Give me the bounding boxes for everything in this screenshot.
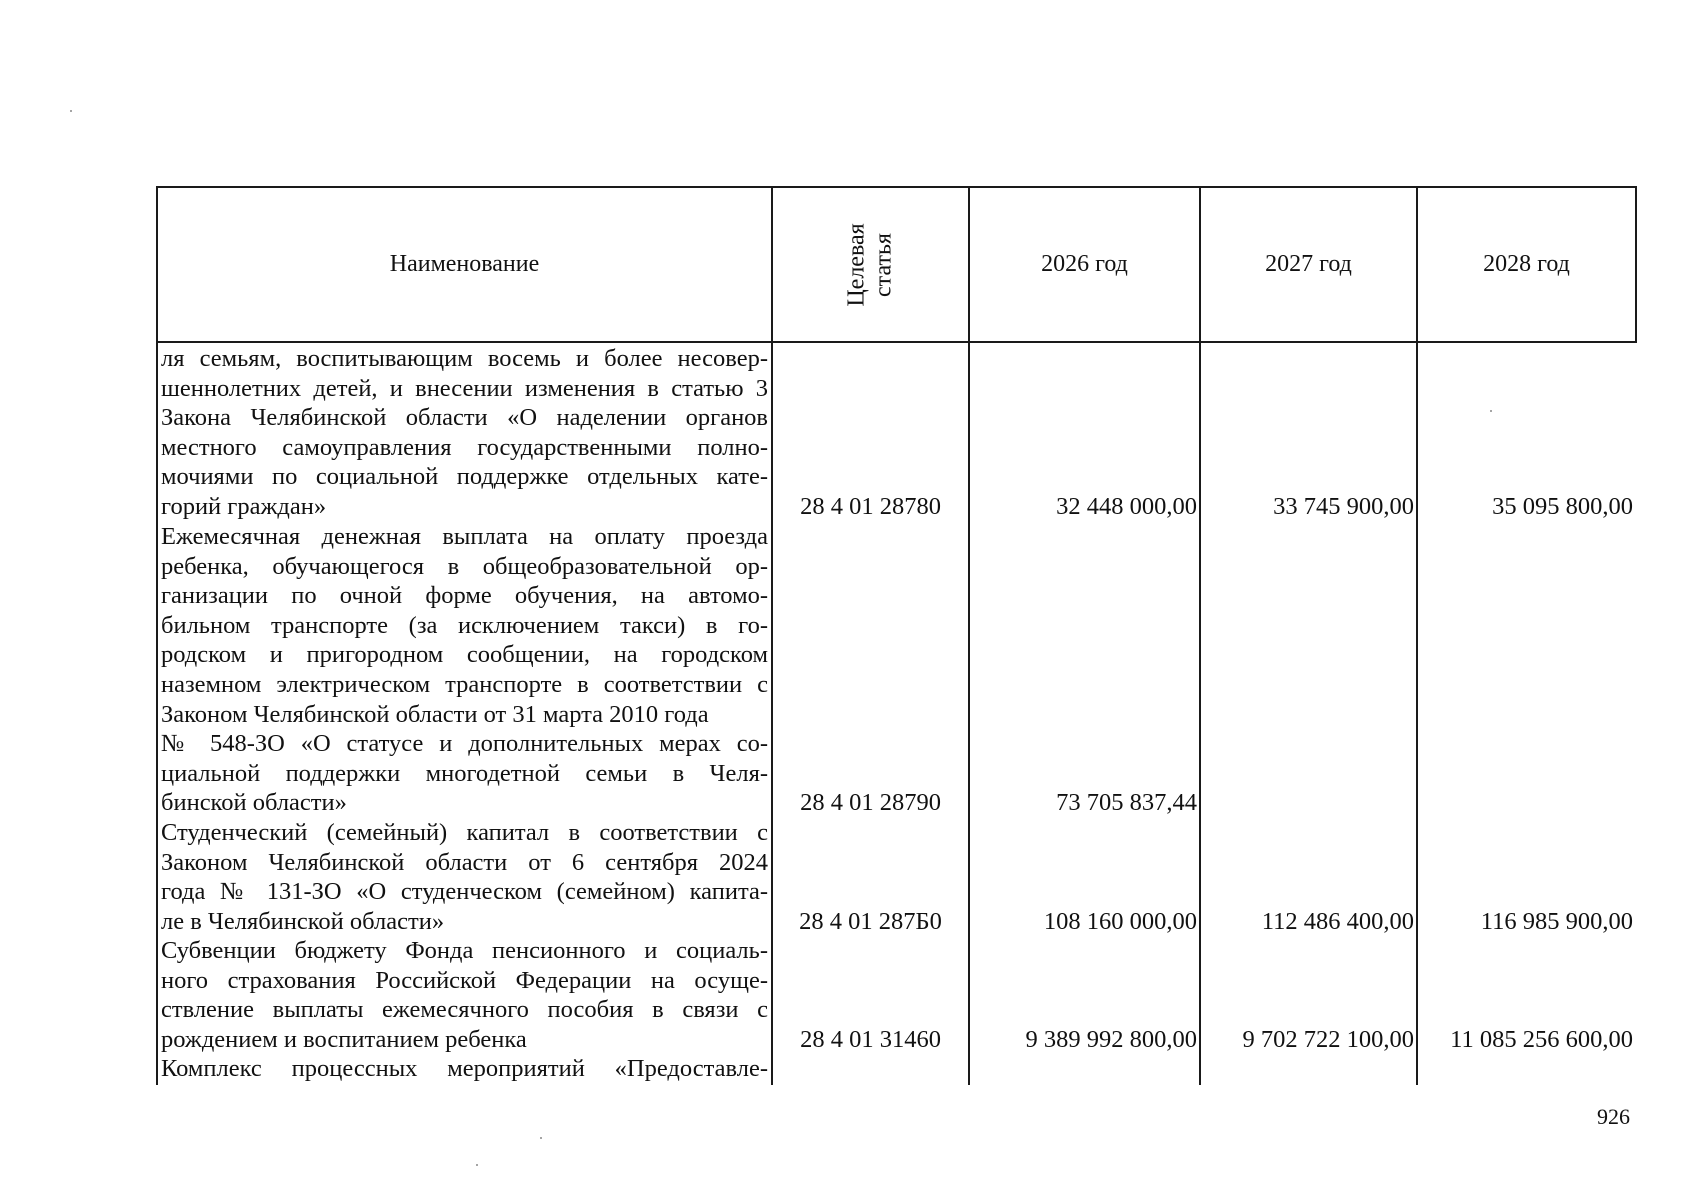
row-1-name bbox=[161, 344, 768, 522]
table-right-border bbox=[1635, 186, 1637, 343]
row-2-code: 28 4 01 28790 bbox=[800, 789, 941, 816]
row-1-2028: 35 095 800,00 bbox=[1492, 493, 1633, 520]
row-1-line-5: мочиями по социальной поддержке отдельных кате- bbox=[161, 463, 768, 491]
row-4-code: 28 4 01 31460 bbox=[800, 1026, 941, 1053]
header-2027-text: 2027 год bbox=[1265, 251, 1352, 277]
header-target-article bbox=[773, 188, 968, 341]
row-3-code: 28 4 01 287Б0 bbox=[799, 908, 942, 935]
row-4-2027: 9 702 722 100,00 bbox=[1242, 1026, 1414, 1053]
row-1-line-1: ля семьям, воспитывающим восемь и более несовер- bbox=[161, 345, 768, 372]
row-4-line-2: ного страхования Российской Федерации на осуще- bbox=[161, 966, 768, 994]
header-target-line1: Целевая bbox=[843, 222, 870, 307]
row-5-line-1: Комплекс процессных мероприятий «Предоставле- bbox=[161, 1055, 768, 1082]
scan-speck bbox=[476, 1164, 478, 1166]
header-2028 bbox=[1418, 188, 1635, 341]
scan-speck bbox=[540, 1137, 542, 1139]
budget-table bbox=[156, 186, 1637, 1085]
row-2-line-5: родском и пригородном сообщении, на городском bbox=[161, 641, 768, 669]
row-2-line-8: № 548-ЗО «О статусе и дополнительных мерах со- bbox=[161, 730, 768, 758]
header-target-line2: статья bbox=[870, 232, 897, 297]
page-number: 926 bbox=[1597, 1104, 1630, 1129]
row-2-line-10: бинской области» bbox=[161, 789, 347, 817]
row-5-name bbox=[161, 1054, 768, 1084]
row-3-line-4: ле в Челябинской области» bbox=[161, 907, 445, 935]
row-4-2028: 11 085 256 600,00 bbox=[1450, 1026, 1633, 1053]
header-2026-text: 2026 год bbox=[1041, 251, 1128, 277]
row-1-line-2: шеннолетних детей, и внесении изменения в статью 3 bbox=[161, 374, 768, 402]
header-bottom-border bbox=[156, 341, 1637, 343]
row-2-line-4: бильном транспорте (за исключением такси) в го- bbox=[161, 611, 768, 639]
row-2-line-3: ганизации по очной форме обучения, на автомо- bbox=[161, 582, 768, 610]
row-4-line-3: ствление выплаты ежемесячного пособия в связи с bbox=[161, 996, 768, 1024]
row-3-2028: 116 985 900,00 bbox=[1480, 908, 1633, 935]
row-1-line-3: Закона Челябинской области «О наделении органов bbox=[161, 404, 768, 432]
row-4-2026: 9 389 992 800,00 bbox=[1025, 1026, 1197, 1053]
row-1-2026: 32 448 000,00 bbox=[1056, 493, 1197, 520]
row-3-line-1: Студенческий (семейный) капитал в соответствии с bbox=[161, 819, 768, 846]
row-3-line-2: Законом Челябинской области от 6 сентября 2024 bbox=[161, 848, 768, 876]
row-4-name bbox=[161, 936, 768, 1054]
header-target-article-text bbox=[843, 223, 897, 306]
row-3-2026: 108 160 000,00 bbox=[1043, 908, 1197, 935]
row-2-line-2: ребенка, обучающегося в общеобразовательной ор- bbox=[161, 552, 768, 580]
row-2-line-7: Законом Челябинской области от 31 марта 2010 года bbox=[161, 700, 709, 728]
row-3-2027: 112 486 400,00 bbox=[1261, 908, 1414, 935]
row-2-line-1: Ежемесячная денежная выплата на оплату проезда bbox=[161, 523, 768, 550]
header-2027 bbox=[1201, 188, 1416, 341]
scan-speck bbox=[1490, 410, 1492, 412]
row-3-name bbox=[161, 818, 768, 936]
row-3-line-3: года № 131-ЗО «О студенческом (семейном) капита- bbox=[161, 878, 768, 906]
row-2-line-9: циальной поддержки многодетной семьи в Челя- bbox=[161, 759, 768, 787]
row-4-line-4: рождением и воспитанием ребенка bbox=[161, 1025, 527, 1053]
row-2-line-6: наземном электрическом транспорте в соответствии с bbox=[161, 670, 768, 698]
header-name bbox=[158, 188, 771, 341]
row-4-line-1: Субвенции бюджету Фонда пенсионного и социаль- bbox=[161, 937, 768, 964]
row-2-name bbox=[161, 522, 768, 818]
row-1-2027: 33 745 900,00 bbox=[1273, 493, 1414, 520]
row-1-line-4: местного самоуправления государственными полно- bbox=[161, 433, 768, 461]
scan-speck bbox=[70, 110, 72, 112]
row-2-2026: 73 705 837,44 bbox=[1056, 789, 1197, 816]
header-2028-text: 2028 год bbox=[1483, 251, 1570, 277]
header-name-text: Наименование bbox=[389, 251, 540, 277]
row-1-code: 28 4 01 28780 bbox=[800, 493, 941, 520]
row-1-line-6: горий граждан» bbox=[161, 492, 327, 520]
header-2026 bbox=[970, 188, 1199, 341]
